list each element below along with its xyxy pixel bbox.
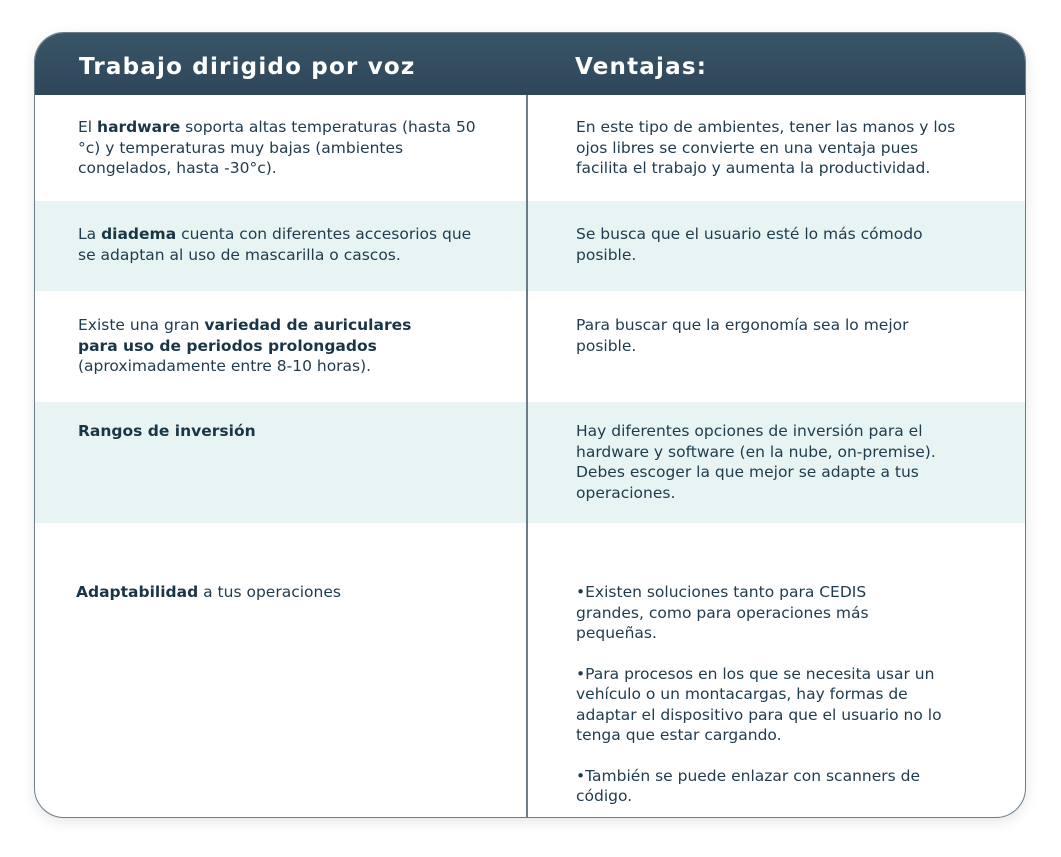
table-row <box>35 291 1025 402</box>
column-divider <box>526 95 528 818</box>
feature-text: soporta altas temperaturas (hasta 50 °c) y temperaturas muy bajas (ambientes congelados, hasta -30°c). <box>78 118 476 177</box>
feature-keyword: diadema <box>101 225 177 243</box>
row-advantage-cell: Hay diferentes opciones de inversión para el hardware y software (en la nube, on-premise). Debes escoger la que mejor se adapte a tus operaciones. <box>576 422 936 502</box>
feature-text: cuenta con diferentes accesorios que se adaptan al uso de mascarilla o cascos. <box>78 225 472 264</box>
row-feature-cell <box>78 421 478 442</box>
row-advantage-cell: Para buscar que la ergonomía sea lo mejor posible. <box>576 316 909 355</box>
advantage-bullet: •Para procesos en los que se necesita usar un vehículo o un montacargas, hay formas de adaptar el dispositivo para que el usuario no lo tenga que estar cargando. <box>576 664 942 744</box>
feature-keyword: hardware <box>97 118 181 136</box>
row-advantage-cell: Se busca que el usuario esté lo más cómodo posible. <box>576 225 923 264</box>
header-left-title: Trabajo dirigido por voz <box>79 54 416 80</box>
advantage-bullet: •También se puede enlazar con scanners de código. <box>576 766 920 805</box>
comparison-table <box>34 32 1026 818</box>
row-advantage-cell <box>576 582 961 818</box>
table-row <box>35 523 1025 818</box>
feature-text: (aproximadamente entre 8-10 horas). <box>78 357 372 375</box>
row-feature-cell <box>78 224 478 265</box>
feature-keyword: variedad de auriculares para uso de periodos prolongados <box>78 316 412 355</box>
feature-text: El <box>78 118 98 136</box>
feature-keyword: Adaptabilidad <box>76 583 199 601</box>
advantage-bullet: •Existen soluciones tanto para CEDIS grandes, como para operaciones más pequeñas. <box>576 583 869 642</box>
row-feature-cell <box>78 117 478 179</box>
header-right-title: Ventajas: <box>575 54 708 80</box>
feature-keyword: Rangos de inversión <box>78 422 256 440</box>
feature-text: La <box>78 225 102 243</box>
feature-text: a tus operaciones <box>198 583 341 601</box>
table-row <box>35 402 1025 523</box>
table-row <box>35 95 1025 201</box>
table-row <box>35 201 1025 291</box>
row-advantage-cell: En este tipo de ambientes, tener las manos y los ojos libres se convierte en una ventaja pues facilita el trabajo y aumenta la productividad. <box>576 118 956 177</box>
feature-text: Existe una gran <box>78 316 205 334</box>
row-feature-cell <box>78 315 418 377</box>
table-header <box>35 33 1025 95</box>
row-feature-cell <box>76 582 476 603</box>
